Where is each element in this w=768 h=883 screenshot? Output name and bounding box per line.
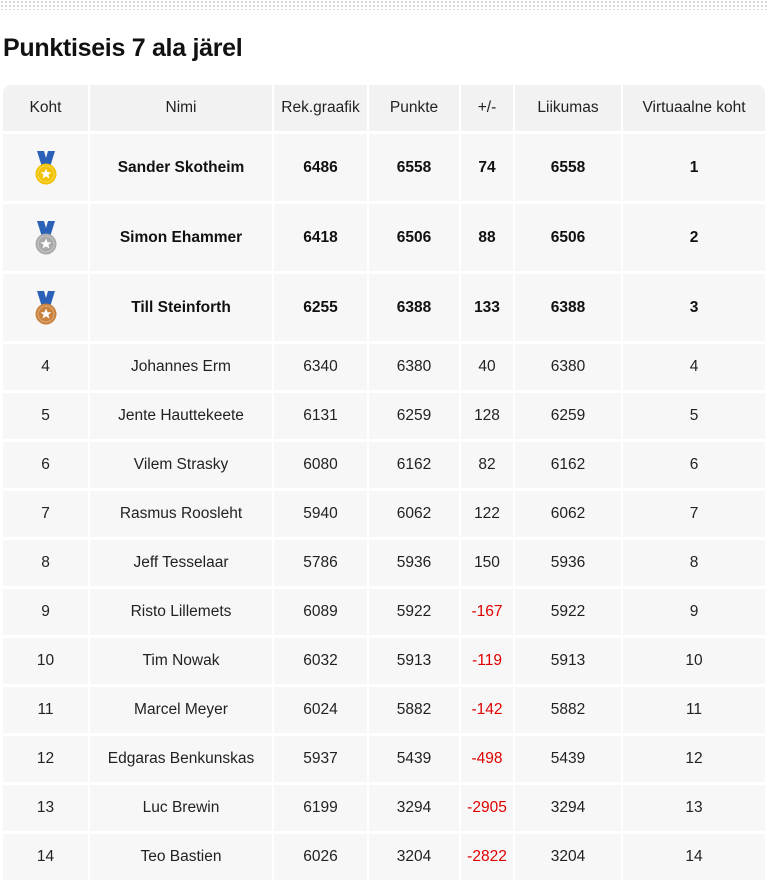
points-value: 5922 [369, 589, 461, 638]
virtual-rank-value: 1 [623, 134, 765, 204]
rank-cell: 8 [3, 540, 90, 589]
virtual-rank-value: 14 [623, 834, 765, 883]
rank-cell [3, 204, 90, 274]
moving-value: 3294 [515, 785, 623, 834]
virtual-rank-value: 12 [623, 736, 765, 785]
points-value: 3294 [369, 785, 461, 834]
record-schedule-value: 5940 [274, 491, 369, 540]
virtual-rank-value: 3 [623, 274, 765, 344]
page-title: Punktiseis 7 ala järel [3, 34, 243, 62]
moving-value: 3204 [515, 834, 623, 883]
athlete-name: Vilem Strasky [90, 442, 274, 491]
points-value: 6558 [369, 134, 461, 204]
column-header-points: Punkte [369, 85, 461, 134]
athlete-name: Luc Brewin [90, 785, 274, 834]
rank-cell: 11 [3, 687, 90, 736]
points-value: 6388 [369, 274, 461, 344]
record-schedule-value: 5786 [274, 540, 369, 589]
points-value: 5882 [369, 687, 461, 736]
table-row [3, 274, 765, 344]
virtual-rank-value: 2 [623, 204, 765, 274]
moving-value: 6259 [515, 393, 623, 442]
points-value: 6162 [369, 442, 461, 491]
moving-value: 6506 [515, 204, 623, 274]
points-diff-value: 128 [461, 393, 515, 442]
athlete-name: Risto Lillemets [90, 589, 274, 638]
column-header-name: Nimi [90, 85, 274, 134]
record-schedule-value: 6080 [274, 442, 369, 491]
rank-cell: 6 [3, 442, 90, 491]
table-row [3, 540, 765, 589]
table-row [3, 344, 765, 393]
moving-value: 5439 [515, 736, 623, 785]
athlete-name: Marcel Meyer [90, 687, 274, 736]
record-schedule-value: 6032 [274, 638, 369, 687]
rank-cell [3, 274, 90, 344]
table-row [3, 687, 765, 736]
points-diff-value: -498 [461, 736, 515, 785]
rank-cell: 10 [3, 638, 90, 687]
bronze-medal-icon [31, 290, 61, 326]
table-row [3, 736, 765, 785]
points-value: 6259 [369, 393, 461, 442]
points-diff-value: 122 [461, 491, 515, 540]
record-schedule-value: 6486 [274, 134, 369, 204]
points-value: 5913 [369, 638, 461, 687]
header-row [3, 85, 765, 134]
points-diff-value: 82 [461, 442, 515, 491]
points-diff-value: -167 [461, 589, 515, 638]
moving-value: 6162 [515, 442, 623, 491]
athlete-name: Jeff Tesselaar [90, 540, 274, 589]
column-header-moving: Liikumas [515, 85, 623, 134]
moving-value: 5936 [515, 540, 623, 589]
virtual-rank-value: 10 [623, 638, 765, 687]
virtual-rank-value: 11 [623, 687, 765, 736]
rank-cell: 13 [3, 785, 90, 834]
rank-cell: 7 [3, 491, 90, 540]
moving-value: 6388 [515, 274, 623, 344]
rank-cell: 5 [3, 393, 90, 442]
column-header-schedule: Rek.graafik [274, 85, 369, 134]
table-row [3, 393, 765, 442]
athlete-name: Sander Skotheim [90, 134, 274, 204]
record-schedule-value: 6024 [274, 687, 369, 736]
moving-value: 6380 [515, 344, 623, 393]
points-diff-value: -142 [461, 687, 515, 736]
rank-cell: 12 [3, 736, 90, 785]
column-header-virtual-rank: Virtuaalne koht [623, 85, 765, 134]
top-dotted-border [0, 0, 768, 10]
points-value: 6380 [369, 344, 461, 393]
athlete-name: Johannes Erm [90, 344, 274, 393]
virtual-rank-value: 8 [623, 540, 765, 589]
table-row [3, 204, 765, 274]
virtual-rank-value: 5 [623, 393, 765, 442]
record-schedule-value: 6255 [274, 274, 369, 344]
rank-cell: 14 [3, 834, 90, 883]
column-header-diff: +/- [461, 85, 515, 134]
points-diff-value: -2822 [461, 834, 515, 883]
points-value: 5439 [369, 736, 461, 785]
points-diff-value: -2905 [461, 785, 515, 834]
athlete-name: Edgaras Benkunskas [90, 736, 274, 785]
rank-cell: 4 [3, 344, 90, 393]
column-header-rank: Koht [3, 85, 90, 134]
table-row [3, 638, 765, 687]
moving-value: 5922 [515, 589, 623, 638]
moving-value: 5913 [515, 638, 623, 687]
points-value: 5936 [369, 540, 461, 589]
table-row [3, 589, 765, 638]
athlete-name: Till Steinforth [90, 274, 274, 344]
points-diff-value: 133 [461, 274, 515, 344]
points-value: 6062 [369, 491, 461, 540]
moving-value: 6062 [515, 491, 623, 540]
athlete-name: Tim Nowak [90, 638, 274, 687]
record-schedule-value: 6089 [274, 589, 369, 638]
athlete-name: Simon Ehammer [90, 204, 274, 274]
record-schedule-value: 5937 [274, 736, 369, 785]
moving-value: 6558 [515, 134, 623, 204]
points-diff-value: 74 [461, 134, 515, 204]
points-diff-value: 40 [461, 344, 515, 393]
standings-table [3, 85, 765, 883]
record-schedule-value: 6199 [274, 785, 369, 834]
record-schedule-value: 6131 [274, 393, 369, 442]
rank-cell [3, 134, 90, 204]
points-diff-value: 150 [461, 540, 515, 589]
gold-medal-icon [31, 150, 61, 186]
rank-cell: 9 [3, 589, 90, 638]
moving-value: 5882 [515, 687, 623, 736]
points-diff-value: 88 [461, 204, 515, 274]
virtual-rank-value: 4 [623, 344, 765, 393]
table-row [3, 134, 765, 204]
table-row [3, 442, 765, 491]
virtual-rank-value: 9 [623, 589, 765, 638]
record-schedule-value: 6340 [274, 344, 369, 393]
record-schedule-value: 6026 [274, 834, 369, 883]
table-row [3, 785, 765, 834]
virtual-rank-value: 13 [623, 785, 765, 834]
virtual-rank-value: 6 [623, 442, 765, 491]
points-value: 3204 [369, 834, 461, 883]
record-schedule-value: 6418 [274, 204, 369, 274]
athlete-name: Rasmus Roosleht [90, 491, 274, 540]
table-row [3, 834, 765, 883]
silver-medal-icon [31, 220, 61, 256]
athlete-name: Jente Hauttekeete [90, 393, 274, 442]
athlete-name: Teo Bastien [90, 834, 274, 883]
points-value: 6506 [369, 204, 461, 274]
table-row [3, 491, 765, 540]
virtual-rank-value: 7 [623, 491, 765, 540]
points-diff-value: -119 [461, 638, 515, 687]
